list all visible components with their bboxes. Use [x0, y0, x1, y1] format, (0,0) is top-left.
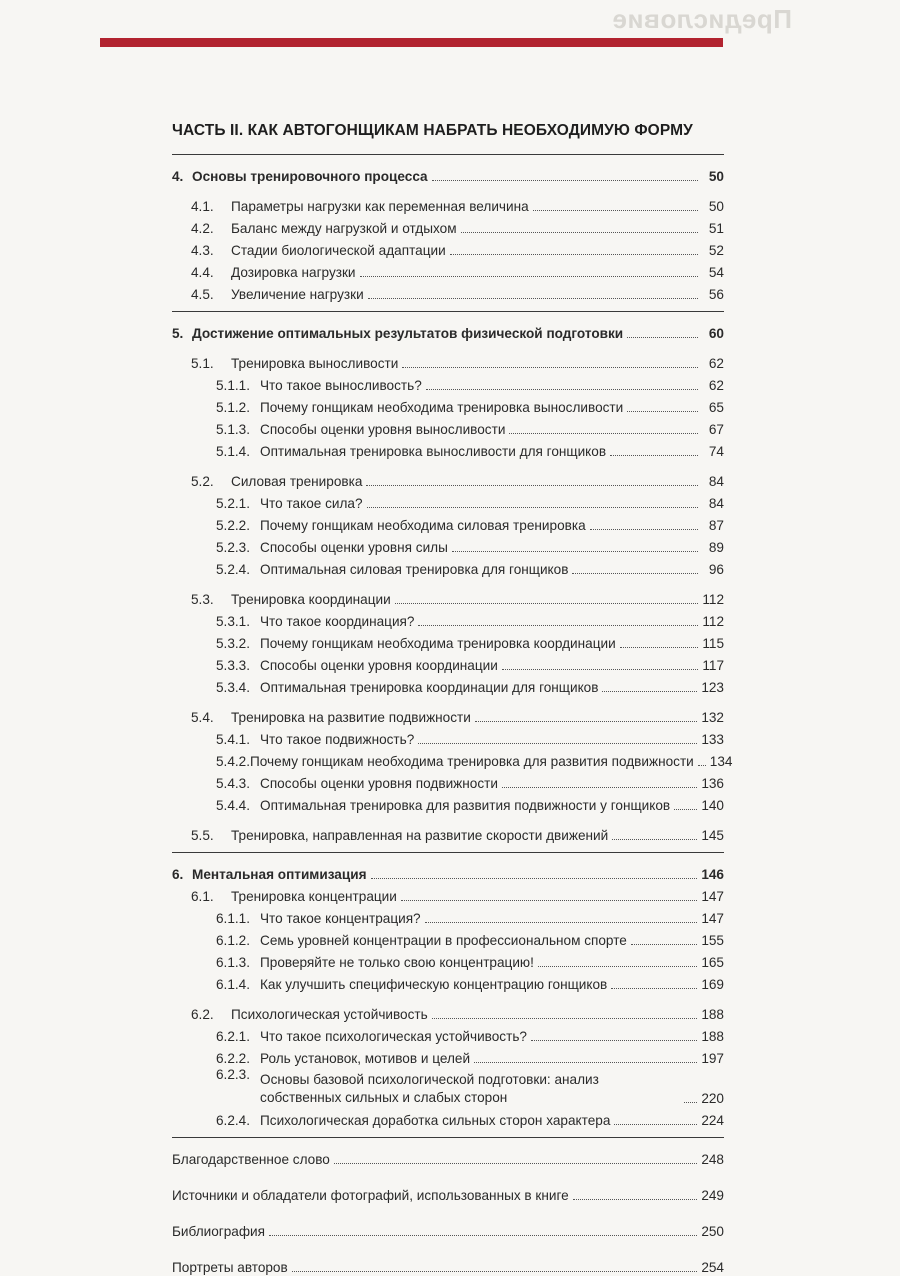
toc-subsection[interactable]: [172, 630, 724, 652]
toc-page: 67: [708, 422, 724, 437]
toc-label: Тренировка на развитие подвижности: [231, 710, 471, 725]
toc-back-matter[interactable]: [172, 1146, 724, 1168]
toc-section[interactable]: [172, 468, 724, 490]
toc-number: 4.1.: [191, 199, 214, 214]
toc-number: 6.2.3.: [216, 1067, 251, 1082]
leader-dots: [371, 878, 698, 879]
toc-number: 6.1.2.: [216, 933, 251, 948]
toc-number: 5.1.: [191, 356, 214, 371]
toc-section[interactable]: [172, 281, 724, 303]
toc-section[interactable]: [172, 883, 724, 905]
toc-subsection[interactable]: [172, 512, 724, 534]
leader-dots: [402, 367, 698, 368]
leader-dots: [292, 1271, 698, 1272]
leader-dots: [450, 254, 698, 255]
leader-dots: [367, 507, 698, 508]
table-of-contents: [172, 122, 733, 1276]
toc-page: 62: [708, 378, 724, 393]
toc-page: 112: [702, 614, 724, 629]
toc-page: 188: [701, 1007, 724, 1022]
toc-label: Достижение оптимальных результатов физической подготовки: [192, 326, 624, 341]
toc-page: 132: [701, 710, 724, 725]
toc-section[interactable]: [172, 704, 724, 726]
toc-page: 147: [701, 911, 724, 926]
toc-number: 5.1.2.: [216, 400, 251, 415]
leader-dots: [531, 1040, 697, 1041]
toc-number: 4.: [172, 169, 184, 184]
toc-label: Благодарственное слово: [172, 1152, 330, 1167]
toc-section[interactable]: [172, 215, 724, 237]
leader-dots: [395, 603, 698, 604]
toc-subsection[interactable]: [172, 792, 724, 814]
toc-page: 74: [708, 444, 724, 459]
toc-section[interactable]: [172, 350, 724, 372]
toc-page: 136: [701, 776, 724, 791]
toc-page: 51: [708, 221, 724, 236]
leader-dots: [368, 298, 698, 299]
toc-subsection[interactable]: [172, 490, 724, 512]
toc-page: 84: [708, 496, 724, 511]
toc-number: 5.1.1.: [216, 378, 251, 393]
toc-subsection[interactable]: [172, 971, 724, 993]
toc-number: 4.5.: [191, 287, 214, 302]
leader-dots: [612, 839, 697, 840]
leader-dots: [452, 551, 698, 552]
toc-subsection[interactable]: [172, 1045, 724, 1067]
toc-number: 5.2.1.: [216, 496, 251, 511]
toc-subsection[interactable]: [172, 949, 724, 971]
toc-number: 5.1.3.: [216, 422, 251, 437]
toc-number: 5.3.2.: [216, 636, 251, 651]
toc-label: Что такое концентрация?: [260, 911, 421, 926]
leader-dots: [620, 647, 698, 648]
toc-number: 5.: [172, 326, 184, 341]
toc-label: Оптимальная тренировка для развития подвижности у гонщиков: [260, 798, 671, 813]
toc-page: 249: [701, 1188, 724, 1203]
toc-number: 6.: [172, 867, 184, 882]
leader-dots: [425, 922, 698, 923]
toc-subsection[interactable]: [172, 394, 724, 416]
toc-page: 224: [701, 1113, 724, 1128]
toc-page: 117: [702, 658, 724, 673]
toc-label: Основы тренировочного процесса: [192, 169, 428, 184]
toc-page: 197: [701, 1051, 724, 1066]
toc-page: 134: [709, 754, 733, 769]
toc-label: Что такое координация?: [260, 614, 415, 629]
leader-dots: [533, 210, 698, 211]
toc-page: 145: [701, 828, 724, 843]
toc-label: Портреты авторов: [172, 1260, 288, 1275]
leader-dots: [698, 765, 706, 766]
bleed-through-title: Предисловие: [612, 4, 792, 34]
toc-page: 89: [708, 540, 724, 555]
toc-subsection[interactable]: [172, 556, 724, 578]
toc-number: 4.4.: [191, 265, 214, 280]
toc-subsection[interactable]: [172, 438, 724, 460]
toc-number: 6.2.4.: [216, 1113, 251, 1128]
toc-label: Оптимальная тренировка выносливости для гонщиков: [260, 444, 607, 459]
toc-page: 54: [708, 265, 724, 280]
toc-label: Ментальная оптимизация: [192, 867, 367, 882]
toc-subsection[interactable]: [172, 1107, 724, 1129]
toc-label: Баланс между нагрузкой и отдыхом: [231, 221, 457, 236]
toc-page: 60: [708, 326, 724, 341]
toc-number: 5.4.4.: [216, 798, 251, 813]
toc-label: Способы оценки уровня координации: [260, 658, 498, 673]
toc-label: Что такое подвижность?: [260, 732, 415, 747]
toc-back-matter[interactable]: [172, 1254, 724, 1276]
toc-subsection[interactable]: [172, 927, 724, 949]
toc-number: 5.1.4.: [216, 444, 251, 459]
toc-section[interactable]: [172, 822, 724, 844]
leader-dots: [401, 900, 697, 901]
leader-dots: [366, 485, 698, 486]
toc-subsection[interactable]: [172, 674, 724, 696]
toc-subsection[interactable]: [172, 770, 724, 792]
toc-section[interactable]: [172, 193, 724, 215]
toc-label: Роль установок, мотивов и целей: [260, 1051, 471, 1066]
toc-number: 4.2.: [191, 221, 214, 236]
toc-subsection[interactable]: [172, 372, 724, 394]
toc-subsection[interactable]: [172, 1067, 724, 1107]
leader-dots: [418, 625, 698, 626]
leader-dots: [674, 809, 697, 810]
toc-back-matter[interactable]: [172, 1182, 724, 1204]
toc-page: 146: [701, 867, 724, 882]
toc-page: 188: [701, 1029, 724, 1044]
toc-label: Способы оценки уровня подвижности: [260, 776, 498, 791]
leader-dots: [627, 337, 698, 338]
toc-number: 5.4.: [191, 710, 214, 725]
toc-number: 5.4.1.: [216, 732, 251, 747]
leader-dots: [627, 411, 698, 412]
toc-page: 133: [701, 732, 724, 747]
toc-number: 5.3.4.: [216, 680, 251, 695]
toc-back-matter[interactable]: [172, 1218, 724, 1240]
toc-page: 155: [701, 933, 724, 948]
toc-page: 56: [708, 287, 724, 302]
toc-label: Увеличение нагрузки: [231, 287, 364, 302]
leader-dots: [475, 721, 697, 722]
toc-page: 50: [708, 199, 724, 214]
toc-page: 123: [701, 680, 724, 695]
toc-page: 62: [708, 356, 724, 371]
toc-chapter[interactable]: [172, 163, 724, 185]
toc-number: 5.3.1.: [216, 614, 251, 629]
toc-page: 250: [701, 1224, 724, 1239]
toc-label: Тренировка концентрации: [231, 889, 397, 904]
leader-dots: [502, 669, 698, 670]
leader-dots: [461, 232, 698, 233]
toc-subsection[interactable]: [172, 905, 724, 927]
toc-number: 6.1.4.: [216, 977, 251, 992]
toc-number: 5.2.2.: [216, 518, 251, 533]
toc-subsection[interactable]: [172, 726, 724, 748]
toc-number: 6.1.3.: [216, 955, 251, 970]
toc-page: 96: [708, 562, 724, 577]
toc-number: 6.2.2.: [216, 1051, 251, 1066]
toc-number: 5.5.: [191, 828, 214, 843]
leader-dots: [334, 1163, 697, 1164]
toc-chapter[interactable]: [172, 320, 724, 342]
toc-label: Что такое выносливость?: [260, 378, 422, 393]
toc-label: Как улучшить специфическую концентрацию гонщиков: [260, 977, 608, 992]
leader-dots: [426, 389, 698, 390]
toc-label: Дозировка нагрузки: [231, 265, 356, 280]
leader-dots: [602, 691, 697, 692]
leader-dots: [360, 276, 698, 277]
toc-label: Тренировка координации: [231, 592, 391, 607]
leader-dots: [631, 944, 697, 945]
toc-label: Почему гонщикам необходима силовая тренировка: [260, 518, 586, 533]
toc-page: 115: [702, 636, 724, 651]
toc-label: Источники и обладатели фотографий, использованных в книге: [172, 1188, 569, 1203]
toc-label: Силовая тренировка: [231, 474, 363, 489]
toc-page: 248: [701, 1152, 724, 1167]
leader-dots: [432, 1018, 698, 1019]
toc-subsection[interactable]: [172, 652, 724, 674]
toc-subsection[interactable]: [172, 534, 724, 556]
leader-dots: [418, 743, 697, 744]
toc-label: Основы базовой психологической подготовки: анализ собственных сильных и слабых сторон: [260, 1072, 599, 1105]
toc-label: Семь уровней концентрации в профессиональном спорте: [260, 933, 627, 948]
toc-subsection[interactable]: [172, 1023, 724, 1045]
toc-number: 5.4.3.: [216, 776, 251, 791]
toc-label: Что такое психологическая устойчивость?: [260, 1029, 527, 1044]
toc-label: Тренировка, направленная на развитие скорости движений: [231, 828, 609, 843]
toc-page: 84: [708, 474, 724, 489]
leader-dots: [432, 180, 698, 181]
toc-subsection[interactable]: [172, 608, 724, 630]
toc-label: Способы оценки уровня выносливости: [260, 422, 506, 437]
toc-subsection[interactable]: [172, 748, 733, 770]
leader-dots: [509, 433, 698, 434]
toc-label: Стадии биологической адаптации: [231, 243, 446, 258]
toc-page: 169: [701, 977, 724, 992]
toc-label: Психологическая устойчивость: [231, 1007, 428, 1022]
toc-number: 5.2.3.: [216, 540, 251, 555]
toc-section[interactable]: [172, 259, 724, 281]
toc-page: 147: [701, 889, 724, 904]
part-heading: ЧАСТЬ II. КАК АВТОГОНЩИКАМ НАБРАТЬ НЕОБХОДИМУЮ ФОРМУ: [172, 122, 693, 139]
toc-label: Почему гонщикам необходима тренировка для развития подвижности: [250, 754, 694, 769]
toc-label: Параметры нагрузки как переменная величина: [231, 199, 529, 214]
toc-section[interactable]: [172, 586, 724, 608]
toc-number: 6.1.1.: [216, 911, 251, 926]
toc-chapter[interactable]: [172, 861, 724, 883]
leader-dots: [684, 1102, 697, 1103]
toc-number: 5.2.: [191, 474, 214, 489]
toc-label: Способы оценки уровня силы: [260, 540, 448, 555]
toc-page: 165: [701, 955, 724, 970]
toc-label: Психологическая доработка сильных сторон характера: [260, 1113, 611, 1128]
toc-label: Библиография: [172, 1224, 265, 1239]
toc-page: 220: [701, 1091, 724, 1106]
toc-number: 6.2.: [191, 1007, 214, 1022]
toc-number: 5.2.4.: [216, 562, 251, 577]
toc-label: Почему гонщикам необходима тренировка координации: [260, 636, 616, 651]
toc-page: 65: [708, 400, 724, 415]
toc-number: 6.2.1.: [216, 1029, 251, 1044]
toc-number: 5.3.3.: [216, 658, 251, 673]
leader-dots: [590, 529, 698, 530]
toc-section[interactable]: [172, 237, 724, 259]
toc-label: Проверяйте не только свою концентрацию!: [260, 955, 534, 970]
toc-label: Оптимальная тренировка координации для гонщиков: [260, 680, 599, 695]
toc-page: 140: [701, 798, 724, 813]
toc-label: Тренировка выносливости: [231, 356, 399, 371]
leader-dots: [611, 988, 697, 989]
toc-section[interactable]: [172, 1001, 724, 1023]
leader-dots: [572, 573, 698, 574]
toc-subsection[interactable]: [172, 416, 724, 438]
leader-dots: [538, 966, 697, 967]
toc-label: Почему гонщикам необходима тренировка выносливости: [260, 400, 624, 415]
toc-number: 6.1.: [191, 889, 214, 904]
leader-dots: [610, 455, 698, 456]
leader-dots: [502, 787, 697, 788]
toc-label: Что такое сила?: [260, 496, 363, 511]
leader-dots: [269, 1235, 697, 1236]
leader-dots: [474, 1062, 697, 1063]
toc-page: 50: [708, 169, 724, 184]
toc-page: 254: [701, 1260, 724, 1275]
toc-page: 112: [702, 592, 724, 607]
toc-page: 52: [708, 243, 724, 258]
toc-number: 5.3.: [191, 592, 214, 607]
toc-number: 4.3.: [191, 243, 214, 258]
red-header-bar: [100, 38, 723, 47]
leader-dots: [614, 1124, 697, 1125]
toc-page: 87: [708, 518, 724, 533]
toc-number: 5.4.2.: [216, 754, 251, 769]
toc-label: Оптимальная силовая тренировка для гонщиков: [260, 562, 569, 577]
